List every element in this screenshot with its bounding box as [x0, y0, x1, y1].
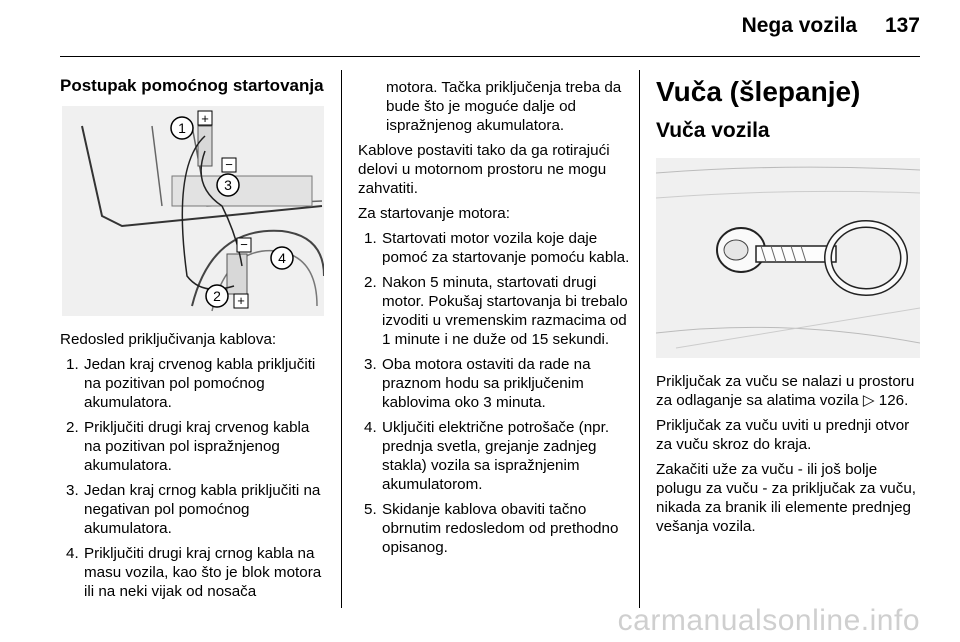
header-rule	[60, 56, 920, 57]
start-procedure-intro: Za startovanje motora:	[358, 205, 510, 222]
tow-eye-location-text	[656, 372, 922, 410]
step-number: 2.	[364, 274, 377, 291]
minus-symbol-top: −	[225, 157, 233, 172]
step-number: 3.	[364, 356, 377, 373]
plus-symbol-top: +	[201, 111, 209, 126]
intro-text: Redosled priključivanja kablova:	[60, 331, 277, 348]
continuation-text: motora. Tačka priključenja treba da bude što je moguće dalje od ispražnjenog akumulatora.	[386, 79, 622, 134]
callout-3-label: 3	[224, 177, 232, 193]
tow-eye-install-text: Priključak za vuču uviti u prednji otvor za vuču skroz do kraja.	[656, 417, 910, 453]
step-text: Jedan kraj crvenog kabla priključiti na pozitivan pol pomoćnog akumulatora.	[84, 356, 316, 411]
list-item	[358, 500, 630, 557]
jump-start-figure	[62, 106, 324, 316]
column-towing	[656, 76, 922, 542]
page-number: 137	[884, 14, 920, 37]
step-text: Priključiti drugi kraj crnog kabla na masu vozila, kao što je blok motora ili na neki vijak od nosača	[84, 545, 322, 600]
column-divider-2	[639, 70, 640, 608]
engine-start-steps	[358, 229, 630, 557]
step-number: 2.	[66, 419, 79, 436]
column-jump-start	[60, 76, 330, 607]
list-item	[358, 418, 630, 494]
list-item	[358, 273, 630, 349]
page-reference: 126.	[878, 392, 909, 409]
step-text: Nakon 5 minuta, startovati drugi motor. Pokušaj startovanja bi trebalo izvoditi u vremenskim razmacima od 1 minute i ne duže od 15 sekundi.	[382, 274, 628, 348]
step-text: Startovati motor vozila koje daje pomoć za startovanje pomoću kabla.	[382, 230, 630, 266]
step-text: Jedan kraj crnog kabla priključiti na negativan pol pomoćnog akumulatora.	[84, 482, 321, 537]
step-number: 4.	[66, 545, 79, 562]
tow-eye-figure	[656, 158, 920, 358]
cable-connection-steps	[60, 355, 330, 601]
list-item	[60, 355, 330, 412]
callout-1-label: 1	[178, 120, 186, 136]
callout-2-label: 2	[213, 288, 221, 304]
page-reference-icon: ▷	[862, 392, 875, 409]
step-text: Oba motora ostaviti da rade na praznom hodu sa priključenim kablovima oko 3 minuta.	[382, 356, 591, 411]
plus-symbol-bottom: +	[237, 293, 245, 308]
section-title-towing: Vuča (šlepanje)	[656, 76, 861, 107]
watermark: carmanualsonline.info	[617, 604, 920, 637]
list-item	[358, 355, 630, 412]
list-item	[358, 229, 630, 267]
tow-rope-text: Zakačiti uže za vuču - ili još bolje polugu za vuču - za priključak za vuču, nikada za branik ili elemente prednjeg vešanja vozila.	[656, 461, 917, 535]
step-text: Priključiti drugi kraj crvenog kabla na pozitivan pol ispražnjenog akumulatora.	[84, 419, 310, 474]
step-text: Uključiti električne potrošače (npr. prednja svetla, grejanje zadnjeg stakla) vozila sa ispražnjenim akumulatorom.	[382, 419, 610, 493]
header-title: Nega vozila	[741, 14, 858, 37]
step-number: 1.	[66, 356, 79, 373]
step-number: 3.	[66, 482, 79, 499]
section-heading-jump-start: Postupak pomoćnog startovanja	[60, 76, 324, 95]
list-item	[60, 418, 330, 475]
step-text: Skidanje kablova obaviti tačno obrnutim redosledom od prethodno opisanog.	[382, 501, 619, 556]
column-starting-engine	[358, 78, 630, 563]
step-number: 1.	[364, 230, 377, 247]
step-number: 5.	[364, 501, 377, 518]
column-divider-1	[341, 70, 342, 608]
minus-symbol-bottom: −	[240, 237, 248, 252]
subsection-title-towing-vehicle: Vuča vozila	[656, 119, 770, 142]
page-header	[742, 14, 920, 38]
list-item	[60, 544, 330, 601]
tow-eye-location: Priključak za vuču se nalazi u prostoru za odlaganje sa alatima vozila	[656, 373, 915, 409]
callout-4-label: 4	[278, 250, 286, 266]
step-number: 4.	[364, 419, 377, 436]
cable-routing-paragraph: Kablove postaviti tako da ga rotirajući delovi u motornom prostoru ne mogu zahvatiti.	[358, 142, 610, 197]
tow-eye-shaft	[756, 246, 836, 262]
list-item	[60, 481, 330, 538]
